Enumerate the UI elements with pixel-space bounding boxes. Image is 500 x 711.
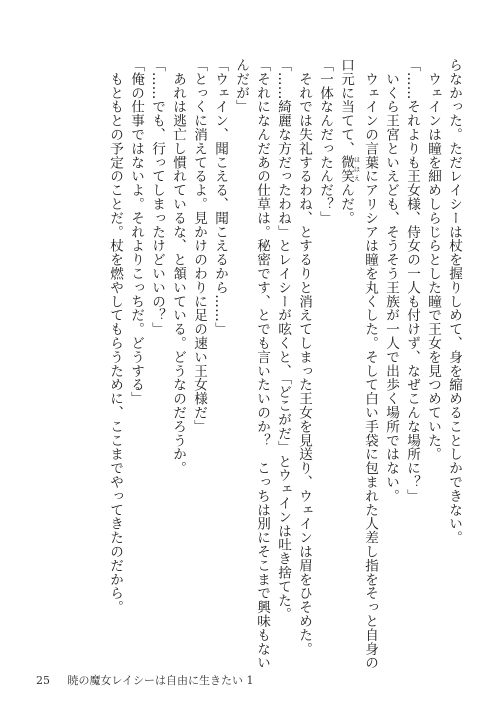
ruby-annotation xyxy=(338,155,360,184)
text-line: いくら王宮といえども、そうそう王族が一人で出歩く場所ではない。 xyxy=(383,58,399,503)
vertical-text-body xyxy=(24,58,464,670)
text-segment: 口元に当てて、 xyxy=(338,58,354,156)
text-line: あれは逃亡し慣れているな、と頷いている。どうなのだろうか。 xyxy=(170,58,186,475)
page-number: 25 xyxy=(36,674,50,687)
page-footer xyxy=(36,672,253,688)
text-segment: んだ。 xyxy=(338,183,354,225)
text-line: 「俺の仕事ではないよ。それよりこっちだ。どうする」 xyxy=(128,58,144,406)
text-line: それでは失礼するわね、とするりと消えてしまった王女を見送り、ウェインは眉をひそめた。 xyxy=(296,58,312,656)
text-line: 「……でも、行ってしまったけどいいの？」 xyxy=(149,58,165,336)
text-line: 「一体なんだったんだ？」 xyxy=(317,58,333,225)
ruby-base: 微笑 xyxy=(338,155,354,184)
text-line: 「ウェイン、聞こえる、聞こえるから……」 xyxy=(212,58,228,336)
text-line: 「とっくに消えてるよ。見かけのわりに足の速い王女様だ」 xyxy=(191,58,207,434)
text-line: んだが」 xyxy=(233,58,249,114)
ruby-reading: ほほえ xyxy=(352,155,360,184)
running-title: 暁の魔女レイシーは自由に生きたい 1 xyxy=(67,674,254,687)
text-line: 「……それよりも王女様、侍女の一人も付けず、なぜこんな場所に？」 xyxy=(404,58,420,503)
text-line: 「それになんだあの仕草は。秘密です、とでも言いたいのか？ こっちは別にそこまで興味もない xyxy=(254,58,270,670)
text-line: もともとの予定のことだ。杖を燃やしてもらうために、ここまでやってきたのだから。 xyxy=(107,58,123,614)
text-line: ウェインは瞳を細めしらじらとした瞳で王女を見つめていた。 xyxy=(425,58,441,462)
text-line: ウェインの言葉にアリシアは瞳を丸くした。そして白い手袋に包まれた人差し指をそっと自身の xyxy=(362,58,378,670)
text-line-with-ruby xyxy=(335,58,359,618)
text-line: 「……綺麗な方だったわね」とレイシーが呟くと、「どこがだ」とウェインは吐き捨てた。 xyxy=(275,58,291,622)
text-line: らなかった。ただレイシーは杖を握りしめて、身を縮めることしかできない。 xyxy=(446,58,462,545)
